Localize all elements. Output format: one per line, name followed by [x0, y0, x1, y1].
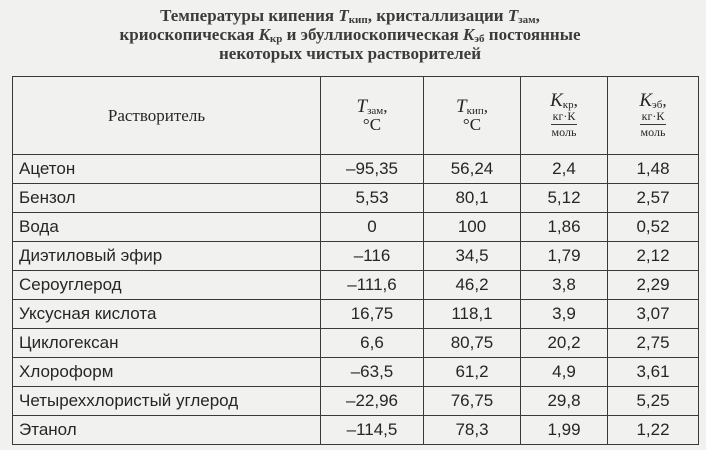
cell-ebullioscopic-constant: 5,25	[608, 387, 699, 416]
table-row	[13, 416, 699, 445]
cell-boiling-temp: 80,75	[424, 329, 521, 358]
cell-solvent-name: Уксусная кислота	[13, 300, 321, 329]
cell-solvent-name: Четыреххлористый углерод	[13, 387, 321, 416]
cell-cryoscopic-constant: 1,79	[521, 242, 608, 271]
caption-text: , кристаллизации	[367, 6, 508, 25]
cell-boiling-temp: 118,1	[424, 300, 521, 329]
header-unit: °C	[362, 114, 382, 134]
cell-cryoscopic-constant: 20,2	[521, 329, 608, 358]
header-subscript: зам	[367, 104, 384, 117]
header-symbol: K	[550, 90, 563, 111]
cell-cryoscopic-constant: 1,99	[521, 416, 608, 445]
cell-freezing-temp: 6,6	[321, 329, 424, 358]
table-row	[13, 242, 699, 271]
table-row	[13, 387, 699, 416]
header-subscript: кр	[562, 99, 574, 111]
cell-solvent-name: Сероуглерод	[13, 271, 321, 300]
header-unit-fraction	[640, 110, 667, 139]
cell-ebullioscopic-constant: 2,57	[608, 184, 699, 213]
unit-numerator: кг·К	[552, 109, 576, 123]
cell-ebullioscopic-constant: 1,22	[608, 416, 699, 445]
cell-boiling-temp: 100	[424, 213, 521, 242]
caption-symbol: T	[507, 6, 519, 25]
cell-cryoscopic-constant: 4,9	[521, 358, 608, 387]
caption-text: Температуры кипения	[160, 6, 339, 25]
table-caption	[40, 6, 660, 63]
cell-boiling-temp: 78,3	[424, 416, 521, 445]
cell-ebullioscopic-constant: 2,29	[608, 271, 699, 300]
cell-boiling-temp: 56,24	[424, 155, 521, 184]
cell-ebullioscopic-constant: 0,52	[608, 213, 699, 242]
cell-solvent-name: Циклогексан	[13, 329, 321, 358]
caption-subscript: кип	[348, 14, 368, 26]
cell-ebullioscopic-constant: 3,07	[608, 300, 699, 329]
cell-ebullioscopic-constant: 3,61	[608, 358, 699, 387]
solvents-table	[12, 76, 699, 445]
caption-text: и эбуллиоскопическая	[282, 25, 463, 44]
table-row	[13, 184, 699, 213]
cell-cryoscopic-constant: 5,12	[521, 184, 608, 213]
table-row	[13, 329, 699, 358]
header-symbol: T	[456, 95, 467, 117]
header-comma: ,	[483, 96, 488, 116]
cell-solvent-name: Бензол	[13, 184, 321, 213]
header-solvent: Растворитель	[13, 77, 321, 155]
caption-symbol: K	[258, 25, 270, 44]
cell-cryoscopic-constant: 3,9	[521, 300, 608, 329]
cell-freezing-temp: –95,35	[321, 155, 424, 184]
unit-denominator: моль	[551, 125, 577, 139]
table-row	[13, 155, 699, 184]
table-row	[13, 358, 699, 387]
cell-freezing-temp: 16,75	[321, 300, 424, 329]
cell-cryoscopic-constant: 3,8	[521, 271, 608, 300]
caption-subscript: эб	[474, 33, 485, 45]
header-comma: ,	[573, 91, 578, 110]
header-cryoscopic-constant	[521, 77, 608, 155]
caption-subscript: зам	[518, 14, 536, 26]
cell-solvent-name: Хлороформ	[13, 358, 321, 387]
table-row	[13, 271, 699, 300]
cell-freezing-temp: –116	[321, 242, 424, 271]
cell-freezing-temp: 0	[321, 213, 424, 242]
cell-boiling-temp: 80,1	[424, 184, 521, 213]
cell-freezing-temp: –114,5	[321, 416, 424, 445]
cell-ebullioscopic-constant: 1,48	[608, 155, 699, 184]
cell-boiling-temp: 76,75	[424, 387, 521, 416]
table-row	[13, 300, 699, 329]
header-unit: °C	[462, 114, 482, 134]
header-symbol: T	[356, 95, 368, 117]
cell-freezing-temp: –63,5	[321, 358, 424, 387]
cell-solvent-name: Диэтиловый эфир	[13, 242, 321, 271]
cell-solvent-name: Вода	[13, 213, 321, 242]
header-freezing-temp	[321, 77, 424, 155]
cell-cryoscopic-constant: 1,86	[521, 213, 608, 242]
cell-ebullioscopic-constant: 2,12	[608, 242, 699, 271]
caption-text: постоянные	[484, 25, 581, 44]
header-subscript: кип	[466, 104, 484, 117]
cell-solvent-name: Этанол	[13, 416, 321, 445]
table-row	[13, 213, 699, 242]
cell-ebullioscopic-constant: 2,75	[608, 329, 699, 358]
caption-symbol: K	[462, 25, 475, 44]
caption-text: ,	[535, 6, 540, 25]
cell-cryoscopic-constant: 29,8	[521, 387, 608, 416]
unit-numerator: кг·К	[641, 109, 665, 123]
cell-cryoscopic-constant: 2,4	[521, 155, 608, 184]
header-comma: ,	[662, 91, 667, 110]
cell-boiling-temp: 61,2	[424, 358, 521, 387]
header-unit-fraction	[551, 110, 578, 139]
cell-boiling-temp: 34,5	[424, 242, 521, 271]
table-header-row	[13, 77, 699, 155]
caption-line-1	[40, 6, 660, 25]
cell-solvent-name: Ацетон	[13, 155, 321, 184]
header-comma: ,	[383, 96, 388, 116]
cell-boiling-temp: 46,2	[424, 271, 521, 300]
caption-subscript: кр	[269, 33, 283, 45]
caption-symbol: T	[338, 6, 349, 25]
caption-line-2	[40, 25, 660, 44]
header-boiling-temp	[424, 77, 521, 155]
header-subscript: эб	[652, 99, 663, 111]
unit-denominator: моль	[640, 125, 666, 139]
cell-freezing-temp: 5,53	[321, 184, 424, 213]
cell-freezing-temp: –111,6	[321, 271, 424, 300]
caption-text: криоскопическая	[119, 25, 259, 44]
cell-freezing-temp: –22,96	[321, 387, 424, 416]
header-symbol: K	[639, 90, 653, 111]
header-ebullioscopic-constant	[608, 77, 699, 155]
caption-line-3: некоторых чистых растворителей	[218, 44, 482, 63]
